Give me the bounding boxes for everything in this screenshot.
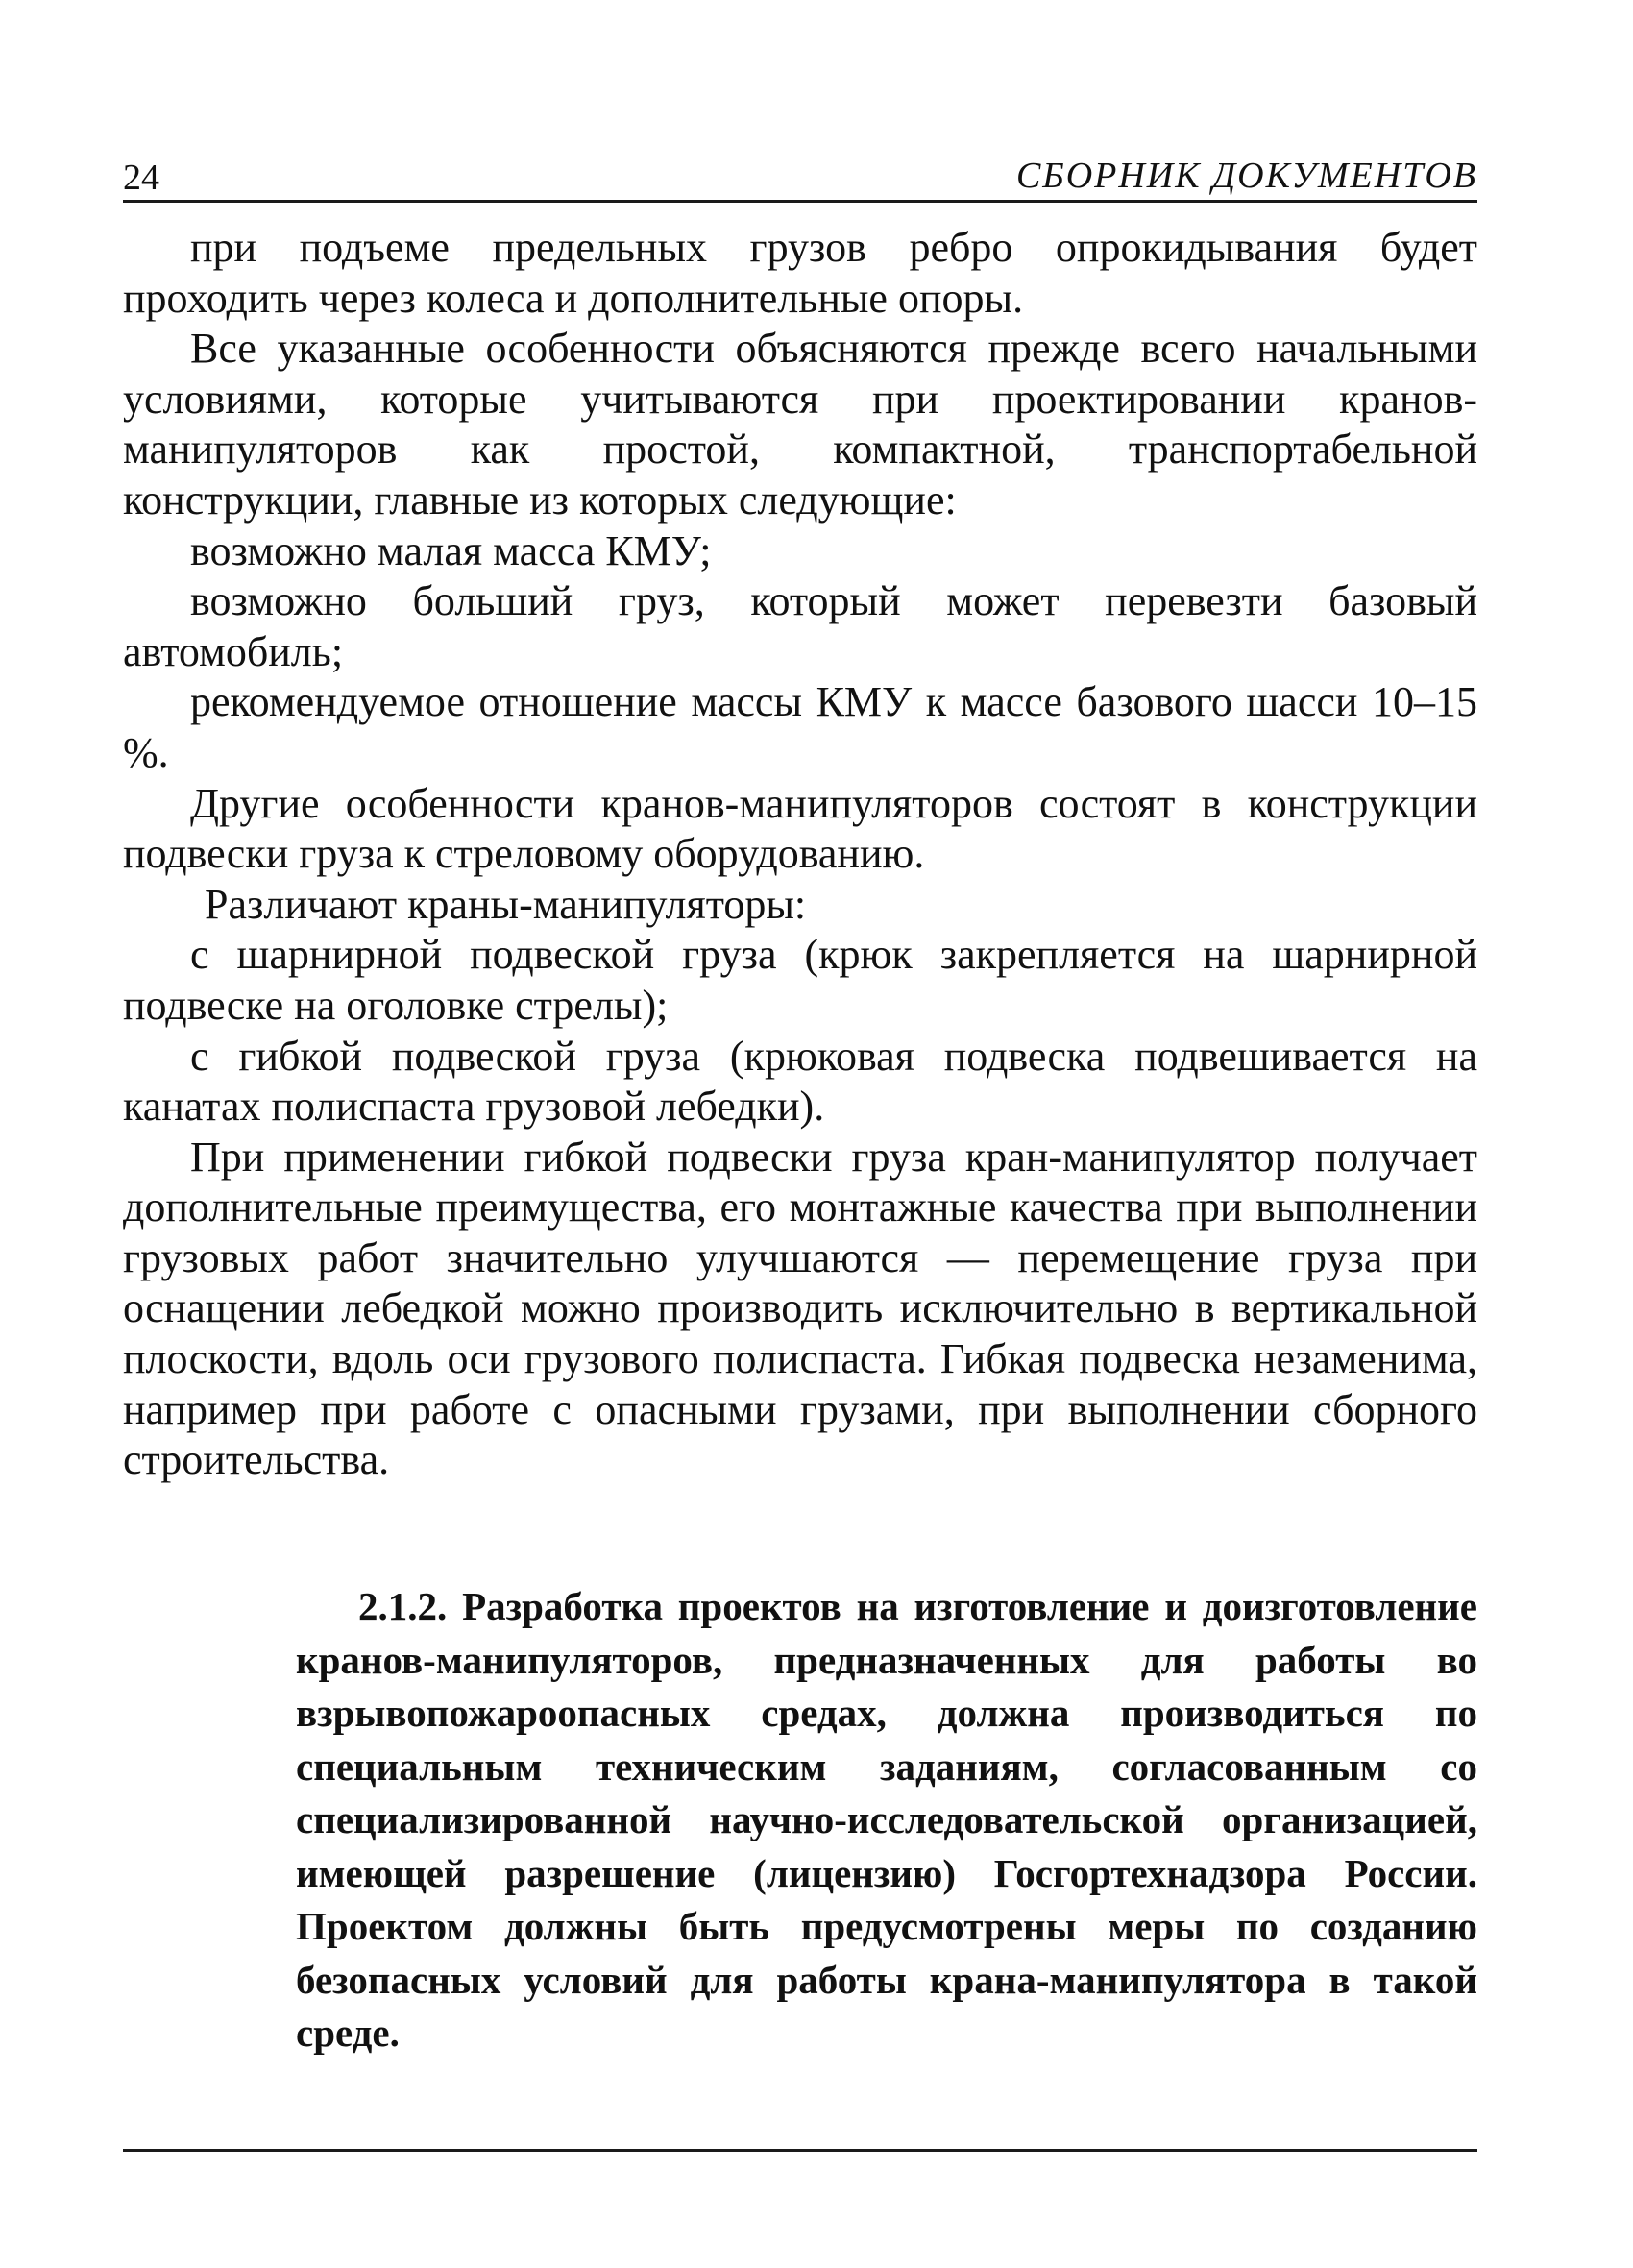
paragraph: При применении гибкой подвески груза кран-манипулятор получает дополнительные преимущества, его монтажные качества при выполнении грузовых работ значительно улучшаются — перемещение груза при оснащении лебедкой можно производить исключительно в вертикальной плоскости, вдоль оси грузового полиспаста. Гибкая подвеска незаменима, например при работе с опасными грузами, при выполнении сборного строительства. — [123, 1133, 1477, 1484]
section-2-1-2: 2.1.2. Разработка проектов на изготовление и доизготовление кранов-манипуляторов, предназначенных для работы во взрывопожароопасных средах, должна производиться по специальным техническим заданиям, согласованным со специализированной научно-исследовательской организацией, имеющей разрешение (лицензию) Госгортехнадзора России. Проектом должны быть предусмотрены меры по созданию безопасных условий для работы крана-манипулятора в такой среде. — [296, 1584, 1477, 2055]
paragraph: Различают краны-манипуляторы: — [205, 880, 807, 928]
footer-divider — [123, 2149, 1477, 2152]
page-header — [123, 144, 1477, 203]
list-item: рекомендуемое отношение массы КМУ к массе базового шасси 10–15 %. — [123, 678, 1477, 776]
paragraph: Все указанные особенности объясняются прежде всего начальными условиями, которые учитываются при проектировании кранов-манипуляторов как простой, компактной, транспортабельной конструкции, главные из которых следующие: — [123, 325, 1477, 524]
paragraph: Другие особенности кранов-манипуляторов состоят в конструкции подвески груза к стреловому оборудованию. — [123, 779, 1477, 878]
running-title: СБОРНИК ДОКУМЕНТОВ — [1015, 156, 1477, 196]
list-item: с гибкой подвеской груза (крюковая подвеска подвешивается на канатах полиспаста грузовой лебедки). — [123, 1032, 1477, 1131]
list-item: с шарнирной подвеской груза (крюк закрепляется на шарнирной подвеске на оголовке стрелы); — [123, 931, 1477, 1029]
list-item: возможно малая масса КМУ; — [190, 526, 712, 574]
page-number: 24 — [123, 158, 159, 198]
body-text — [123, 223, 1477, 1486]
list-item: возможно больший груз, который может перевезти базовый автомобиль; — [123, 577, 1477, 675]
paragraph: при подъеме предельных грузов ребро опрокидывания будет проходить через колеса и дополнительные опоры. — [123, 224, 1477, 322]
